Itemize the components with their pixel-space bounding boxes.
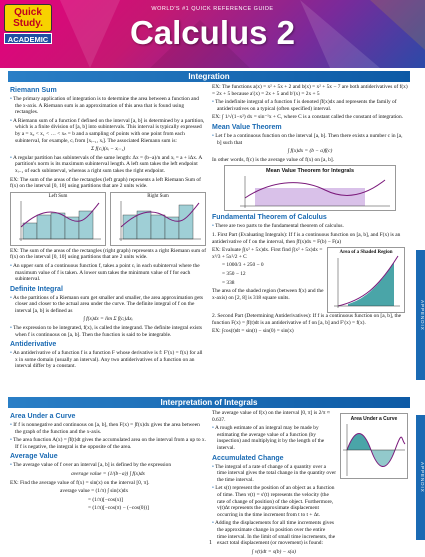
accumulated-bullet-1: • The integral of a rate of change of a quantity over a time interval gives the total change in the quantity over the time interval. — [217, 464, 336, 484]
ftc-calc-1: = 1000/3 + 250 − 0 — [222, 262, 264, 269]
definite-bullet-2: • The expression to be integrated, f(x), is called the integrand. The definite integral exists when f is continuous on [a, b]. Then the function is said to be integrable. — [15, 325, 206, 338]
antiderivative-heading: Antiderivative — [10, 341, 57, 349]
ftc-part-2: 2. Second Part (Determining Antiderivatives): If f is a continuous function on [a, b], the function F(x) = ∫f(t)dt is an antiderivative of f on [a, b] and F′(x) = f(x). — [212, 313, 402, 326]
area-heading: Area Under a Curve — [10, 413, 76, 420]
section-banner-interpretation: Interpretation of Integrals — [8, 397, 410, 408]
average-heading: Average Value — [10, 453, 58, 461]
section-banner-integration: Integration — [8, 71, 410, 82]
definite-integral-heading: Definite Integral — [10, 285, 63, 293]
ftc-example-text — [212, 247, 324, 313]
average-example: EX: Find the average value of f(x) = sin(x) on the interval [0, π]. — [10, 479, 150, 486]
left-sum-chart — [11, 193, 105, 245]
mvt-formula: ∫ f(x)dx = (b − a)f(c) — [287, 148, 333, 155]
indefinite-bullet: • The indefinite integral of a function f is denoted ∫f(x)dx and represents the family of antiderivatives on a typical (often specified) interval. — [217, 99, 408, 112]
definite-bullet-1: • As the partitions of a Riemann sum get smaller and smaller, the area approximation gets closer and closer to the actual area under the curve. The definite integral of f on the interval [a, b] is defined as — [15, 295, 206, 315]
area-bullet-2: • The area function A(x) = ∫f(t)dt gives the accumulated area on the interval from a up to x. If f is negative, the integral is the opposite of the area. — [15, 437, 206, 450]
average-bullet: • The average value of f over an interval [a, b] is defined by the expression — [15, 462, 206, 469]
mvt-graph-title: Mean Value Theorem for Integrals — [265, 168, 355, 175]
ftc-bullet: • There are two parts to the fundamental theorem of calculus. — [217, 223, 408, 230]
antiderivative-example: EX: The functions a(x) = x² + 5x + 2 and b(x) = x² + 5x − 7 are both antiderivatives of f(x) = 2x + 5 because a′(x) = 2x + 5 and b′(x) = 2x + 5 — [212, 84, 408, 97]
interpretation-left-column — [10, 410, 206, 514]
definite-formula: ∫ f(x)dx = lim Σ f(cᵢ)Δxᵢ — [83, 316, 133, 323]
left-sum-label: Left Sum — [48, 193, 68, 199]
accumulated-bullet-2: • Let s(t) represent the position of an object as a function of time. Then v(t) = s′(t) represents the velocity (the rate of change of position) of the object. Furthermore, v(t)Δt represents the approximate displacement occurring in the time increment from t to t + Δt. — [217, 485, 336, 518]
average-formula: average value = (1/(b−a)) ∫ f(x)dx — [71, 470, 145, 477]
area-graph-title: Area Under a Curve — [350, 416, 398, 422]
ftc-example-block — [212, 247, 408, 313]
mvt-heading: Mean Value Theorem — [212, 123, 282, 131]
shaded-region-chart — [328, 248, 404, 312]
average-calc-1: average value = (1/π) ∫ sin(x)dx — [60, 488, 129, 495]
area-under-curve-chart — [341, 414, 407, 478]
accumulated-formula: ∫ v(t)dt = s(b) − s(a) — [252, 548, 296, 555]
page-title: Calculus 2 — [129, 14, 296, 51]
regular-partition-bullet: • A regular partition has subintervals of the same length: Δx = (b−a)/n and xᵢ = a + iΔx. A partition's norm is its maximum subinterval length. A left sum takes the left endpoint xᵢ₋₁ of each subinterval, whereas a right sum takes the right endpoint. — [15, 155, 206, 175]
mvt-graph — [224, 165, 396, 211]
ftc-example-2: EX: ∫cos(t)dt = sin(t) − sin(0) = sin(x) — [212, 328, 294, 335]
mvt-bullet: • Let f be a continuous function on the interval [a, b]. Then there exists a number c in [a, b] such that — [217, 133, 408, 146]
indefinite-example: EX: ∫ 1/√(1−x²) dx = sin⁻¹x + C, where C is a constant called the constant of integration. — [212, 114, 404, 121]
shaded-region-title: Area of a Shaded Region — [339, 250, 393, 256]
logo-quick: Quick — [14, 7, 42, 18]
area-bullet-1: • If f is nonnegative and continuous on [a, b], then F(x) = ∫f(x)dx gives the area between the graph of the function and the x-axis. — [15, 422, 206, 435]
logo-academic: ACADEMIC — [4, 33, 52, 44]
average-calc-2: = (1/π)[−cos(x)] — [88, 496, 123, 503]
header-banner — [0, 0, 425, 68]
page-number: 1 — [209, 540, 212, 546]
average-estimate: • A rough estimate of an integral may be made by estimating the average value of a function (by inspection) and multiplying it by the length of the interval. — [217, 425, 336, 451]
side-tab-bottom: APPENDIX — [416, 415, 425, 540]
side-tab-top: APPENDIX — [416, 250, 425, 380]
riemann-bullet-1: • The primary application of integration is to determine the area between a function and the x-axis. A Riemann sum is an approximation of this area that is found using rectangles. — [15, 96, 206, 116]
riemann-bullet-2: • A Riemann sum of a function f defined on the interval [a, b] is determined by a partition, which is a finite division of [a, b] into subintervals. This interval is typically expressed by a = x₀ < x₁ < … < xₙ = b and a sampling of points with one point from each subinterval, for example, cᵢ from [xᵢ₋₁, xᵢ]. The associated Riemann sum is: — [15, 118, 206, 144]
ftc-note: The area of the shaded region (between f(x) and the x-axis) on [2, 8] is 318 square units. — [212, 288, 324, 301]
left-sum-graph — [10, 192, 106, 246]
ftc-heading: Fundamental Theorem of Calculus — [212, 214, 327, 222]
riemann-formula: Σ f(cᵢ)(xᵢ − xᵢ₋₁) — [90, 146, 126, 153]
area-under-curve-graph — [340, 413, 408, 479]
ftc-calc-3: = 338 — [222, 279, 235, 286]
logo-study: Study. — [13, 18, 43, 29]
average-calc-3: = (1/π)[−cos(π) − (−cos(0))] — [88, 505, 149, 512]
ftc-calc-2: = 350 − 12 — [222, 270, 246, 277]
antiderivative-bullet: • An antiderivative of a function f is a function F whose derivative is f: F′(x) = f(x) for all x in some domain (usually an interval). Any two antiderivatives of a function on an interval differ by a constant. — [15, 350, 206, 370]
shaded-region-graph — [327, 247, 405, 313]
tagline: WORLD'S #1 QUICK REFERENCE GUIDE — [151, 6, 274, 12]
right-sum-graph — [110, 192, 206, 246]
average-result: The average value of f(x) on the interval [0, π] is 2/π ≈ 0.637. — [212, 410, 330, 423]
right-sum-example: EX: The sum of the areas of the rectangles (right graph) represents a right Riemann sum of f(x) on the interval [0, 10] using partitions that are 2 units wide. — [10, 247, 206, 261]
riemann-heading: Riemann Sum — [10, 87, 57, 94]
integration-right-column — [212, 84, 408, 337]
right-sum-chart — [111, 193, 205, 245]
sum-paragraph: EX: The sum of the areas of the rectangles (left graph) represents a left Riemann Sum of f(x) on the interval [0, 10] using partitions that are 2 units wide. — [10, 176, 201, 190]
mvt-paragraph: In other words, f(c) is the average value of f(x) on [a, b]. — [212, 156, 334, 163]
ftc-part-1: 1. First Part (Evaluating Integrals): If f is a continuous function on [a, b], and F(x) is an antiderivative of f on the interval, then ∫f(x)dx = F(b) − F(a) — [212, 231, 401, 245]
integration-left-column — [10, 84, 206, 372]
riemann-graphs — [10, 192, 206, 246]
accumulated-heading: Accumulated Change — [212, 454, 284, 462]
upper-lower-bullet: • An upper sum of a continuous function f, takes a point cᵢ in each subinterval where the maximum value of f is taken. A lower sum takes the minimum value of f for each subinterval. — [15, 263, 206, 283]
right-sum-label: Right Sum — [147, 193, 169, 199]
accumulated-bullet-3: • Adding the displacements for all time increments gives the approximate change in position over the entire time interval. In the limit of small time increments, the exact total displacement (or movement) is found: — [217, 520, 336, 546]
interpretation-mid-column — [212, 410, 336, 557]
ftc-example: EX: Evaluate ∫(x² + 5x)dx. First find ∫(x² + 5x)dx = x³/3 + 5x²/2 + C — [212, 247, 323, 260]
